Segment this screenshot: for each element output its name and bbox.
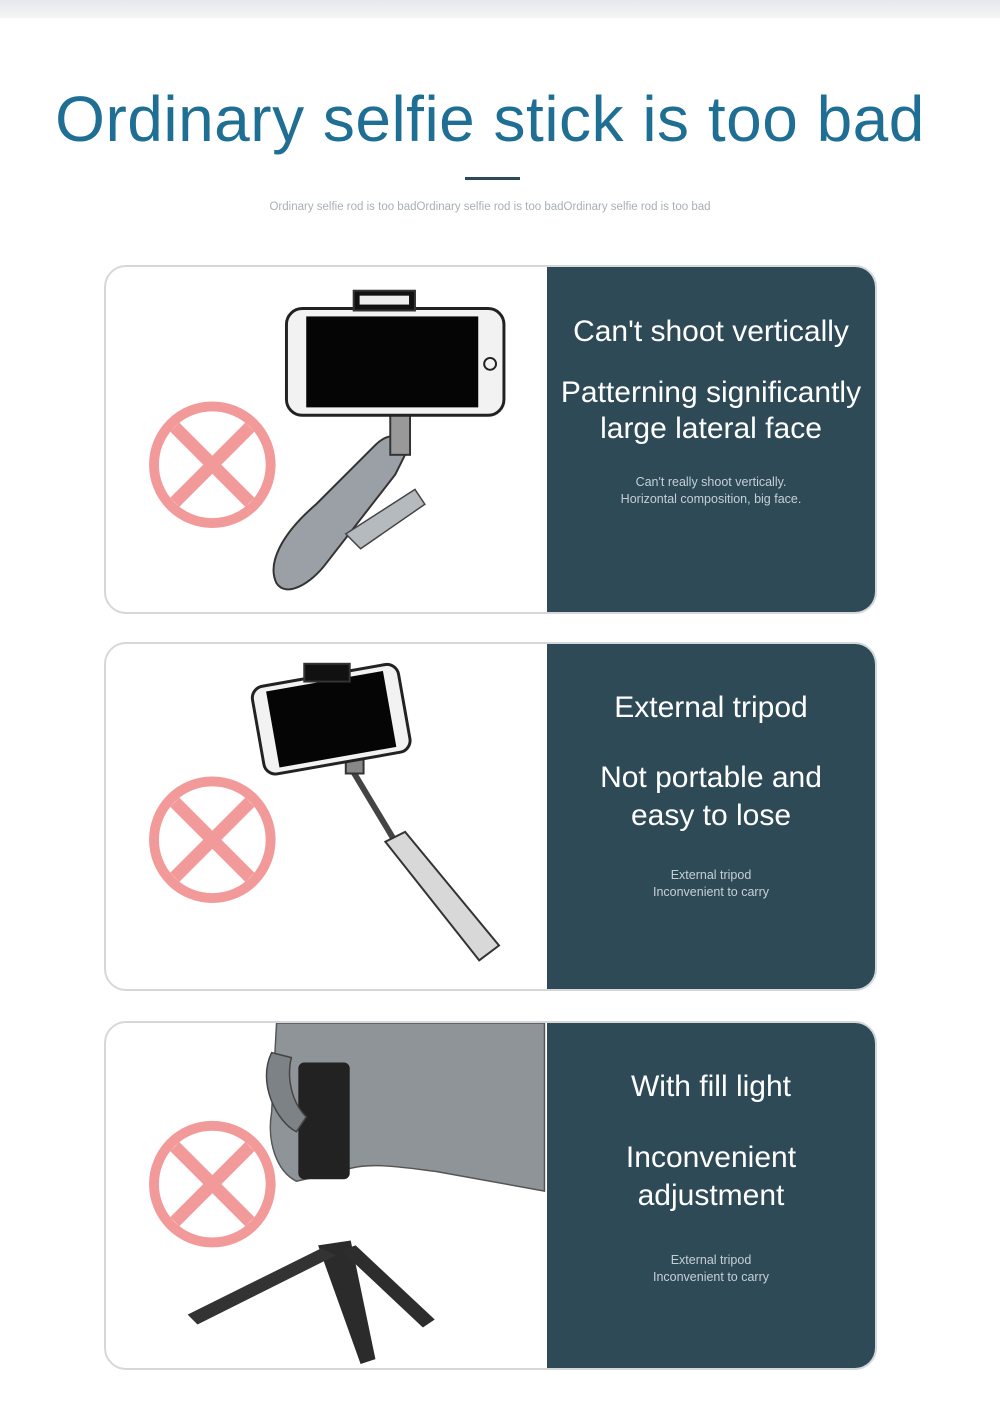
fill-light-tripod-image xyxy=(106,1023,547,1368)
cross-circle-icon xyxy=(154,1126,271,1243)
card-detail: Inconvenient xyxy=(625,1141,797,1174)
card-text-panel xyxy=(547,644,875,989)
card-note: Inconvenient to carry xyxy=(652,885,770,899)
card-note: Horizontal composition, big face. xyxy=(620,492,802,506)
card-text-panel xyxy=(547,1023,875,1368)
title-divider xyxy=(465,177,520,180)
selfie-stick-vertical-image xyxy=(106,267,547,612)
cross-circle-icon xyxy=(154,781,271,898)
comparison-card-fill-light xyxy=(104,1021,877,1370)
card-note: Inconvenient to carry xyxy=(652,1270,770,1284)
card-detail: easy to lose xyxy=(630,799,792,832)
card-note: External tripod xyxy=(670,868,752,882)
card-detail: large lateral face xyxy=(600,412,822,445)
card-detail: adjustment xyxy=(637,1179,785,1212)
comparison-card-tripod xyxy=(104,642,877,991)
card-heading: Can't shoot vertically xyxy=(573,315,849,348)
cross-circle-icon xyxy=(154,406,271,523)
top-bar xyxy=(0,0,1000,18)
card-note: Can't really shoot vertically. xyxy=(635,475,787,489)
page-subtitle: Ordinary selfie rod is too badOrdinary selfie rod is too badOrdinary selfie rod is too bad xyxy=(269,201,711,213)
selfie-stick-tripod-image xyxy=(106,644,547,989)
card-text-panel xyxy=(547,267,875,612)
card-heading: With fill light xyxy=(630,1070,792,1103)
card-detail: Not portable and xyxy=(600,761,822,794)
page-title: Ordinary selfie stick is too bad xyxy=(55,83,925,155)
card-note: External tripod xyxy=(670,1253,752,1267)
comparison-card-vertical xyxy=(104,265,877,614)
card-detail: Patterning significantly xyxy=(560,376,862,409)
card-heading: External tripod xyxy=(614,691,808,724)
